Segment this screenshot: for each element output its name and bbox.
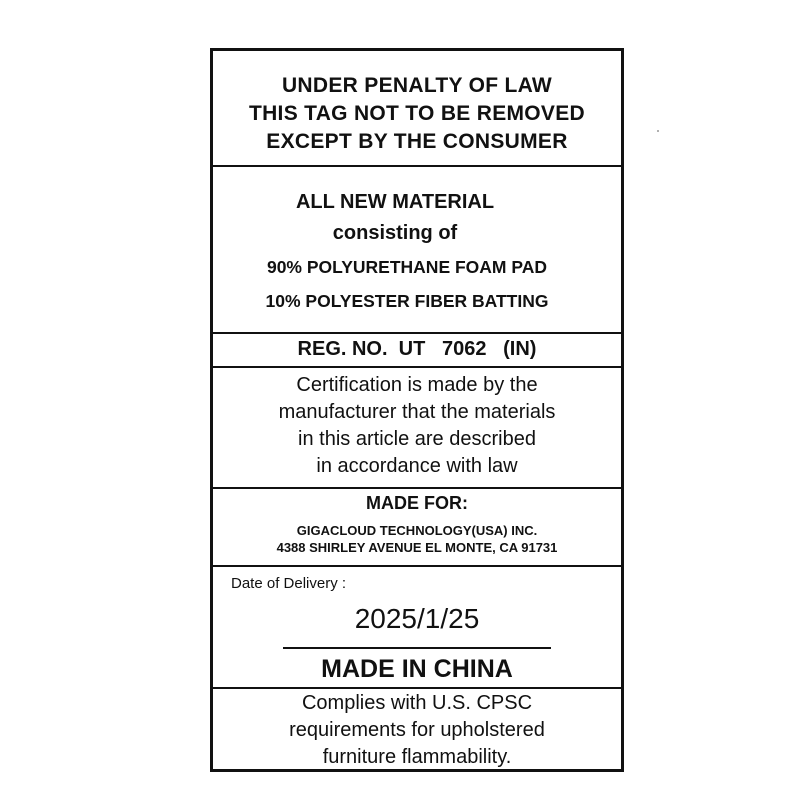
material-title: ALL NEW MATERIAL — [295, 191, 495, 213]
material-component-2: 10% POLYESTER FIBER BATTING — [265, 291, 549, 311]
delivery-section — [213, 567, 621, 689]
certification-section — [213, 368, 621, 489]
material-component-1: 90% POLYURETHANE FOAM PAD — [266, 257, 548, 277]
certification-line-1: Certification is made by the — [296, 374, 538, 396]
date-underline — [283, 647, 551, 649]
certification-line-3: in this article are described — [298, 428, 536, 450]
delivery-date-label: Date of Delivery : — [231, 575, 347, 592]
law-label-tag — [210, 48, 624, 772]
certification-line-2: manufacturer that the materials — [278, 401, 556, 423]
warning-line-1: UNDER PENALTY OF LAW — [281, 74, 553, 97]
registration-section — [213, 334, 621, 368]
made-for-section — [213, 489, 621, 567]
company-address: 4388 SHIRLEY AVENUE EL MONTE, CA 91731 — [276, 540, 558, 555]
warning-section — [213, 51, 621, 167]
made-in-label: MADE IN CHINA — [321, 655, 513, 683]
certification-line-4: in accordance with law — [316, 455, 518, 477]
compliance-line-3: furniture flammability. — [322, 746, 512, 768]
warning-line-3: EXCEPT BY THE CONSUMER — [266, 130, 568, 153]
delivery-date: 2025/1/25 — [354, 603, 480, 634]
compliance-line-2: requirements for upholstered — [289, 719, 545, 741]
company-name: GIGACLOUD TECHNOLOGY(USA) INC. — [296, 523, 538, 538]
warning-line-2: THIS TAG NOT TO BE REMOVED — [248, 102, 586, 125]
stray-dot — [657, 130, 659, 132]
made-for-title: MADE FOR: — [366, 493, 468, 513]
compliance-section — [213, 689, 621, 772]
registration-number: REG. NO. UT 7062 (IN) — [297, 338, 537, 360]
material-section — [213, 167, 621, 334]
compliance-line-1: Complies with U.S. CPSC — [301, 692, 533, 714]
material-subtitle: consisting of — [332, 222, 458, 244]
